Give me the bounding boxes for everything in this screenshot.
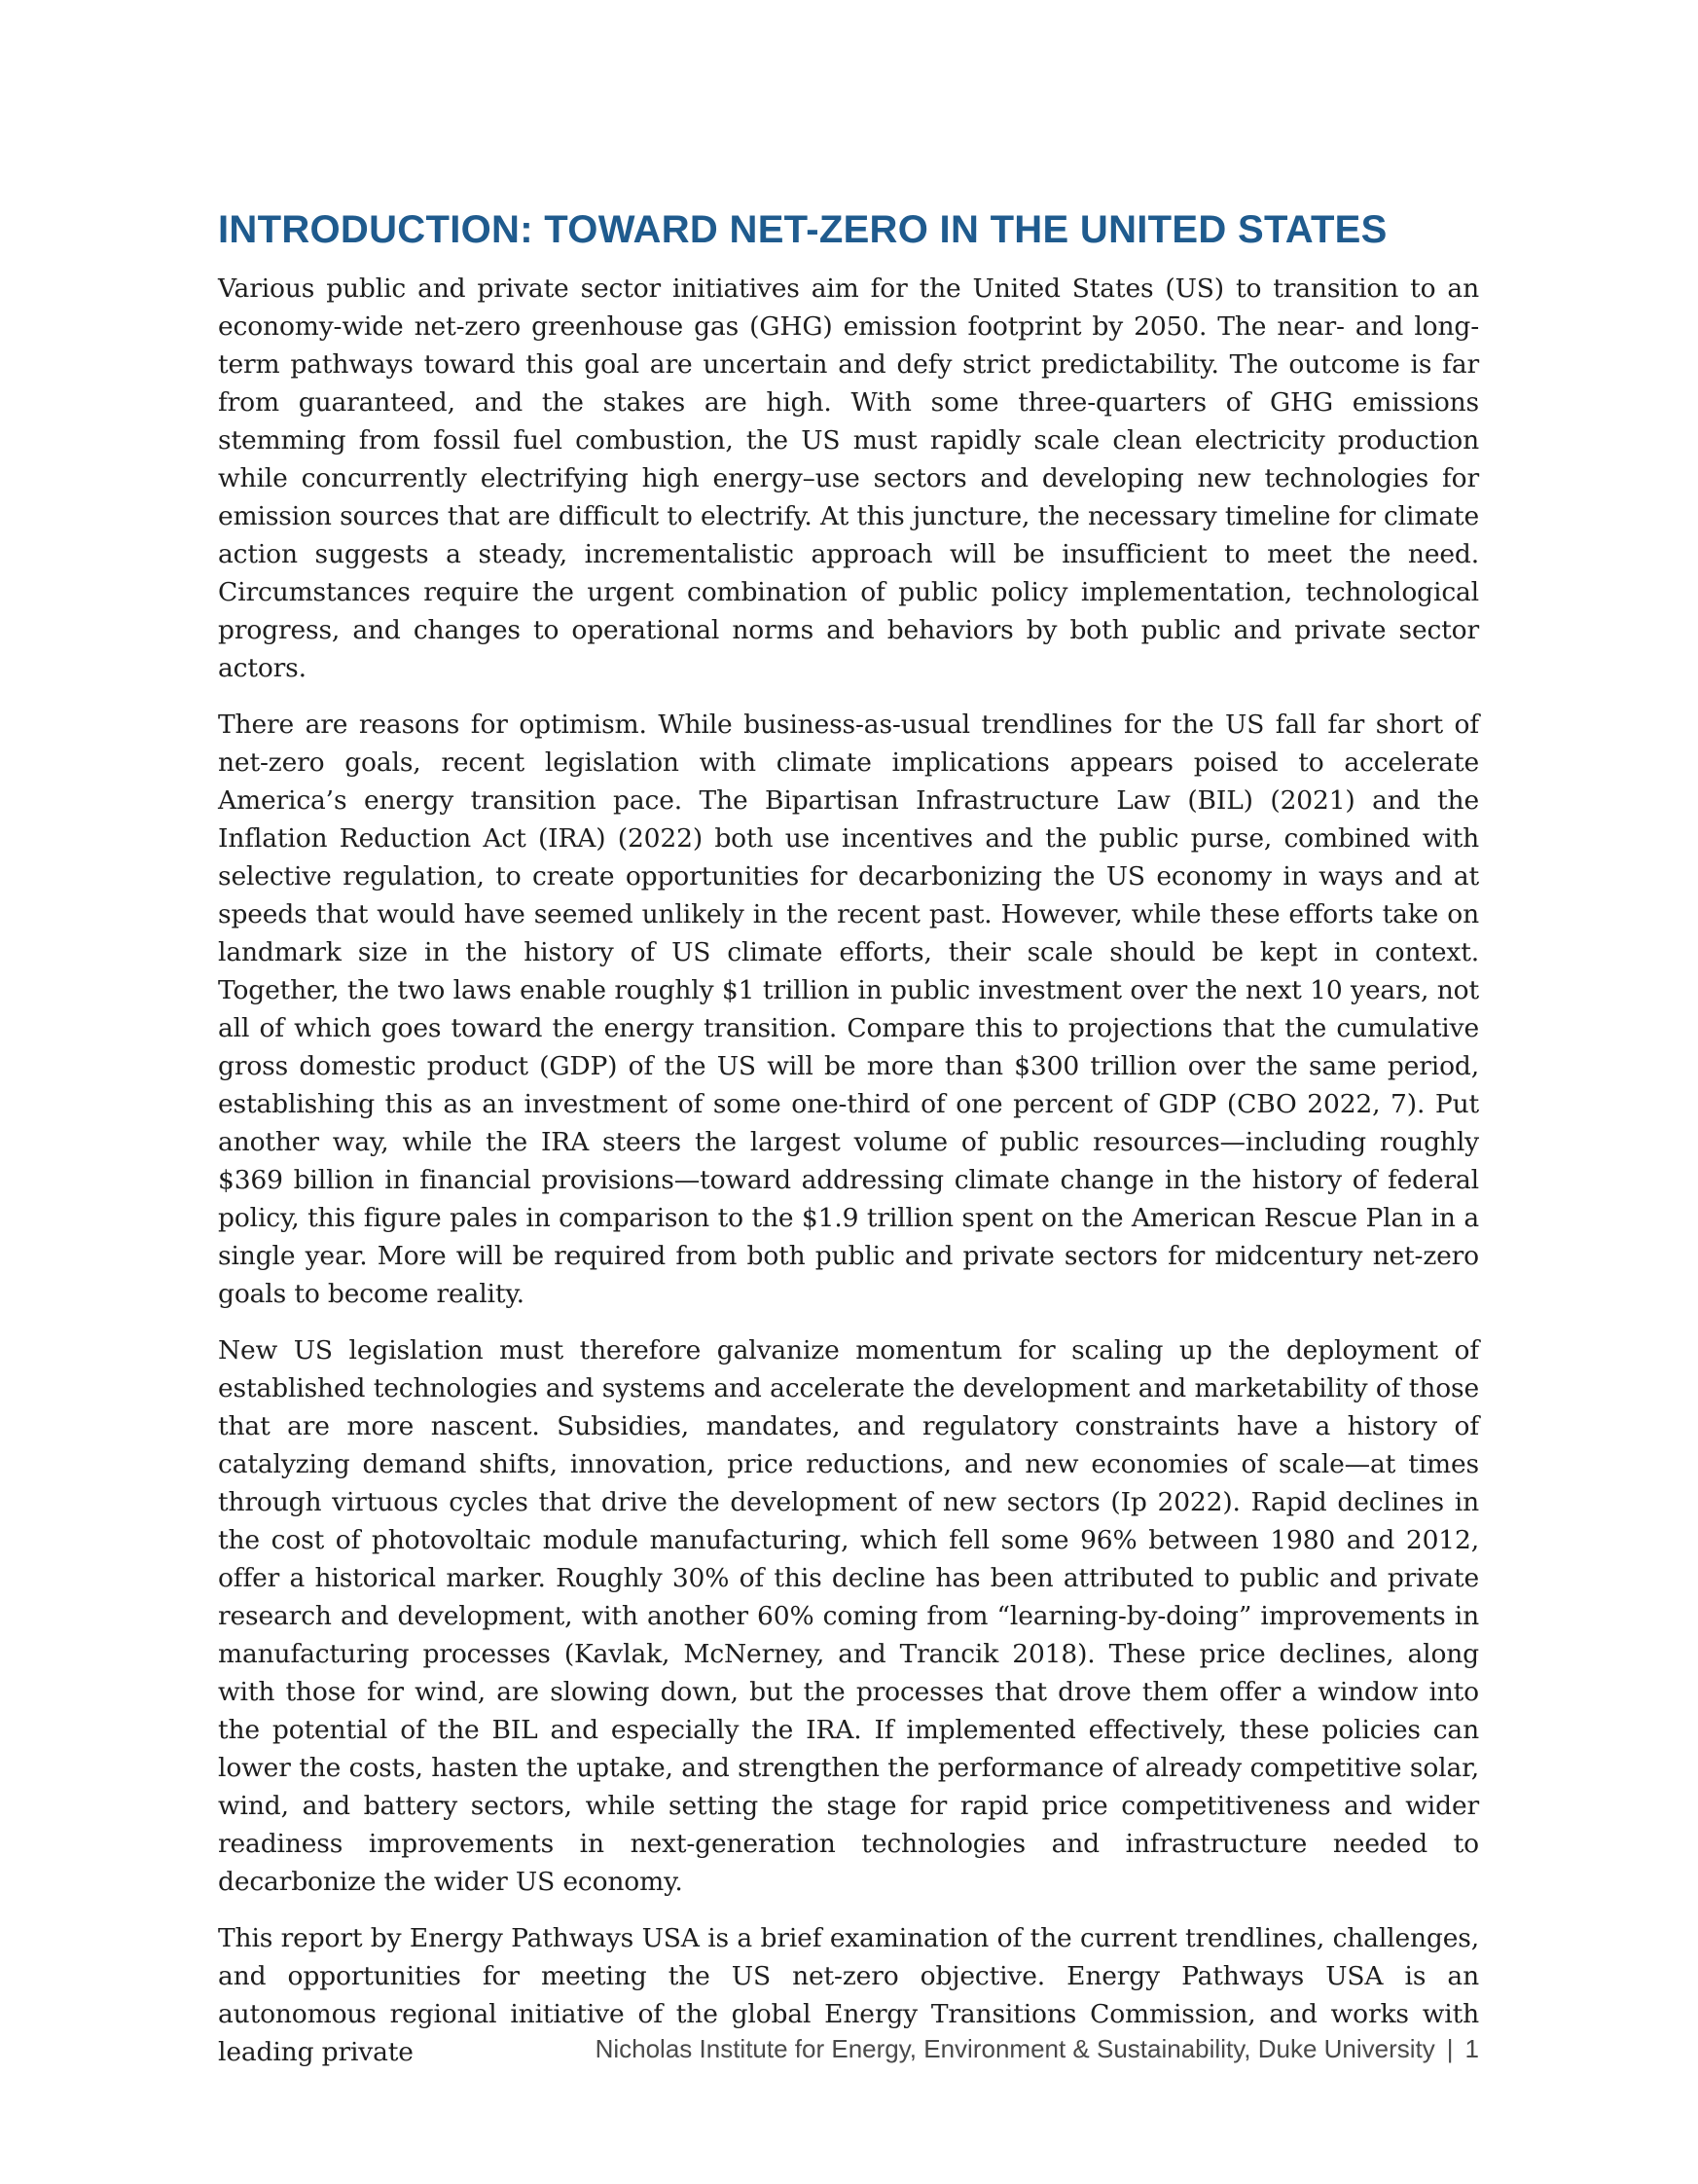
section-heading: INTRODUCTION: TOWARD NET-ZERO IN THE UNITED STATES — [218, 208, 1388, 251]
body-paragraph: There are reasons for optimism. While business-as-usual trendlines for the US fall far short of net-zero goals, recent legislation with climate implications appears poised to accelerate America’s energy transition pace. The Bipartisan Infrastructure Law (BIL) (2021) and the Inflation Reduction Act (IRA) (2022) both use incentives and the public purse, combined with selective regulation, to create opportunities for decarbonizing the US economy in ways and at speeds that would have seemed unlikely in the recent past. However, while these efforts take on landmark size in the history of US climate efforts, their scale should be kept in context. Together, the two laws enable roughly $1 trillion in public investment over the next 10 years, not all of which goes toward the energy transition. Compare this to projections that the cumulative gross domestic product (GDP) of the US will be more than $300 trillion over the same period, establishing this as an investment of some one-third of one percent of GDP (CBO 2022, 7). Put another way, while the IRA steers the largest volume of public resources—including roughly $369 billion in financial provisions—toward addressing climate change in the history of federal policy, this figure pales in comparison to the $1.9 trillion spent on the American Rescue Plan in a single year. More will be required from both public and private sectors for midcentury net-zero goals to become reality. — [218, 710, 1479, 1309]
page-footer — [596, 2033, 1479, 2064]
body-paragraph: This report by Energy Pathways USA is a brief examination of the current trendlines, challenges, and opportunities for meeting the US net-zero objective. Energy Pathways USA is an autonomous regional initiative of the global Energy Transitions Commission, and works with leading private — [218, 1923, 1479, 2067]
page-number: 1 — [1464, 2034, 1479, 2063]
footer-institution: Nicholas Institute for Energy, Environment & Sustainability, Duke University — [595, 2034, 1435, 2063]
body-paragraph: New US legislation must therefore galvanize momentum for scaling up the deployment of established technologies and systems and accelerate the development and marketability of those that are more nascent. Subsidies, mandates, and regulatory constraints have a history of catalyzing demand shifts, innovation, price reductions, and new economies of scale—at times through virtuous cycles that drive the development of new sectors (Ip 2022). Rapid declines in the cost of photovoltaic module manufacturing, which fell some 96% between 1980 and 2012, offer a historical marker. Roughly 30% of this decline has been attributed to public and private research and development, with another 60% coming from “learning-by-doing” improvements in manufacturing processes (Kavlak, McNerney, and Trancik 2018). These price declines, along with those for wind, are slowing down, but the processes that drove them offer a window into the potential of the BIL and especially the IRA. If implemented effectively, these policies can lower the costs, hasten the uptake, and strengthen the performance of already competitive solar, wind, and battery sectors, while setting the stage for rapid price competitiveness and wider readiness improvements in next-generation technologies and infrastructure needed to decarbonize the wider US economy. — [218, 1335, 1479, 1897]
body-paragraph: Various public and private sector initiatives aim for the United States (US) to transition to an economy-wide net-zero greenhouse gas (GHG) emission footprint by 2050. The near- and long-term pathways toward this goal are uncertain and defy strict predictability. The outcome is far from guaranteed, and the stakes are high. With some three-quarters of GHG emissions stemming from fossil fuel combustion, the US must rapidly scale clean electricity production while concurrently electrifying high energy–use sectors and developing new technologies for emission sources that are difficult to electrify. At this juncture, the necessary timeline for climate action suggests a steady, incrementalistic approach will be insufficient to meet the need. Circumstances require the urgent combination of public policy implementation, technological progress, and changes to operational norms and behaviors by both public and private sector actors. — [218, 273, 1479, 683]
page-content — [218, 206, 1479, 2090]
footer-separator: | — [1446, 2034, 1454, 2063]
